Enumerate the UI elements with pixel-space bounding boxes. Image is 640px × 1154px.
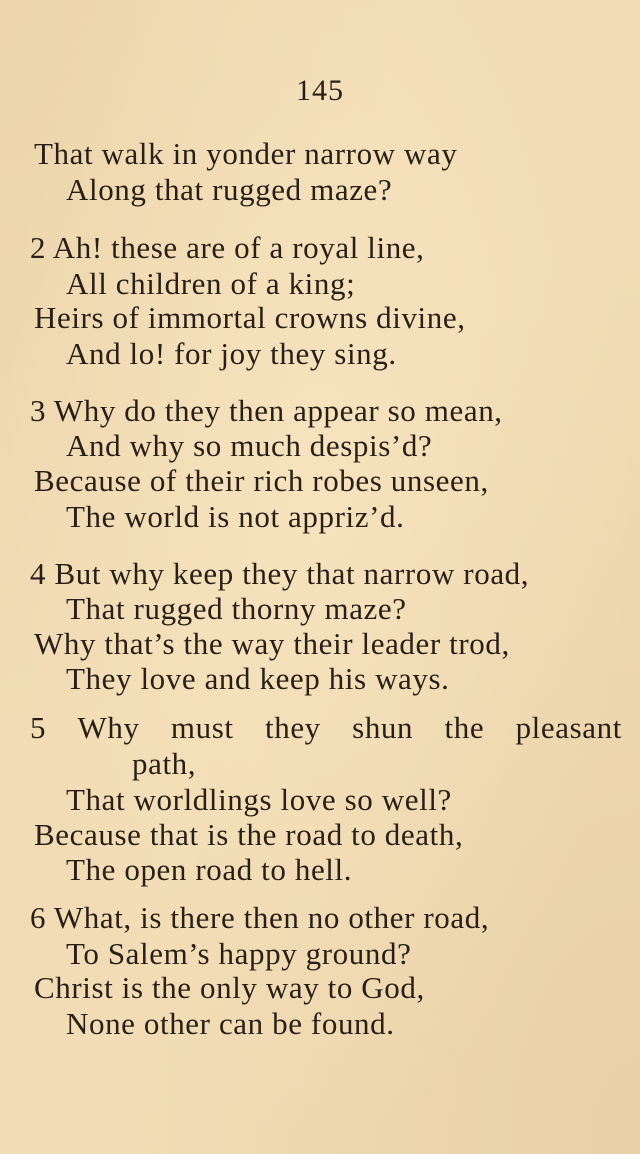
stanza-6-line-2: To Salem’s happy ground?: [66, 936, 412, 971]
stanza-2-line-4: And lo! for joy they sing.: [66, 336, 397, 371]
stanza-5-line-3: Because that is the road to death,: [34, 817, 464, 852]
stanza-2-line-3: Heirs of immortal crowns divine,: [34, 300, 466, 335]
word: pleasant: [515, 710, 622, 745]
stanza-4-line-1: 4 But why keep they that narrow road,: [30, 556, 530, 591]
stanza-6-line-1: 6 What, is there then no other road,: [30, 900, 490, 935]
page-number: 145: [296, 74, 344, 107]
stanza-3-line-3: Because of their rich robes unseen,: [34, 463, 489, 498]
stanza-6-line-4: None other can be found.: [66, 1006, 395, 1041]
stanza-2-line-1: 2 Ah! these are of a royal line,: [30, 230, 425, 265]
word: must: [170, 710, 234, 745]
stanza-5-line-1-turnover: path,: [132, 746, 197, 781]
word: the: [444, 710, 485, 745]
stanza-2-line-2: All children of a king;: [66, 266, 356, 301]
stanza-4-line-4: They love and keep his ways.: [66, 661, 450, 696]
stanza-3-line-2: And why so much despis’d?: [66, 428, 433, 463]
stanza-4-line-3: Why that’s the way their leader trod,: [34, 626, 510, 661]
word: they: [265, 710, 321, 745]
word: shun: [352, 710, 414, 745]
stanza-4-line-2: That rugged thorny maze?: [66, 591, 407, 626]
stanza-6-line-3: Christ is the only way to God,: [34, 970, 425, 1005]
stanza-1-line-2: Along that rugged maze?: [66, 172, 393, 207]
stanza-3-line-1: 3 Why do they then appear so mean,: [30, 393, 503, 428]
word: Why: [77, 710, 140, 745]
stanza-5-line-2: That worldlings love so well?: [66, 782, 452, 817]
stanza-3-line-4: The world is not appriz’d.: [66, 499, 405, 534]
stanza-1-line-1: That walk in yonder narrow way: [34, 136, 458, 171]
word: 5: [30, 710, 47, 745]
stanza-5-line-4: The open road to hell.: [66, 852, 353, 887]
stanza-5-line-1: [30, 710, 622, 746]
